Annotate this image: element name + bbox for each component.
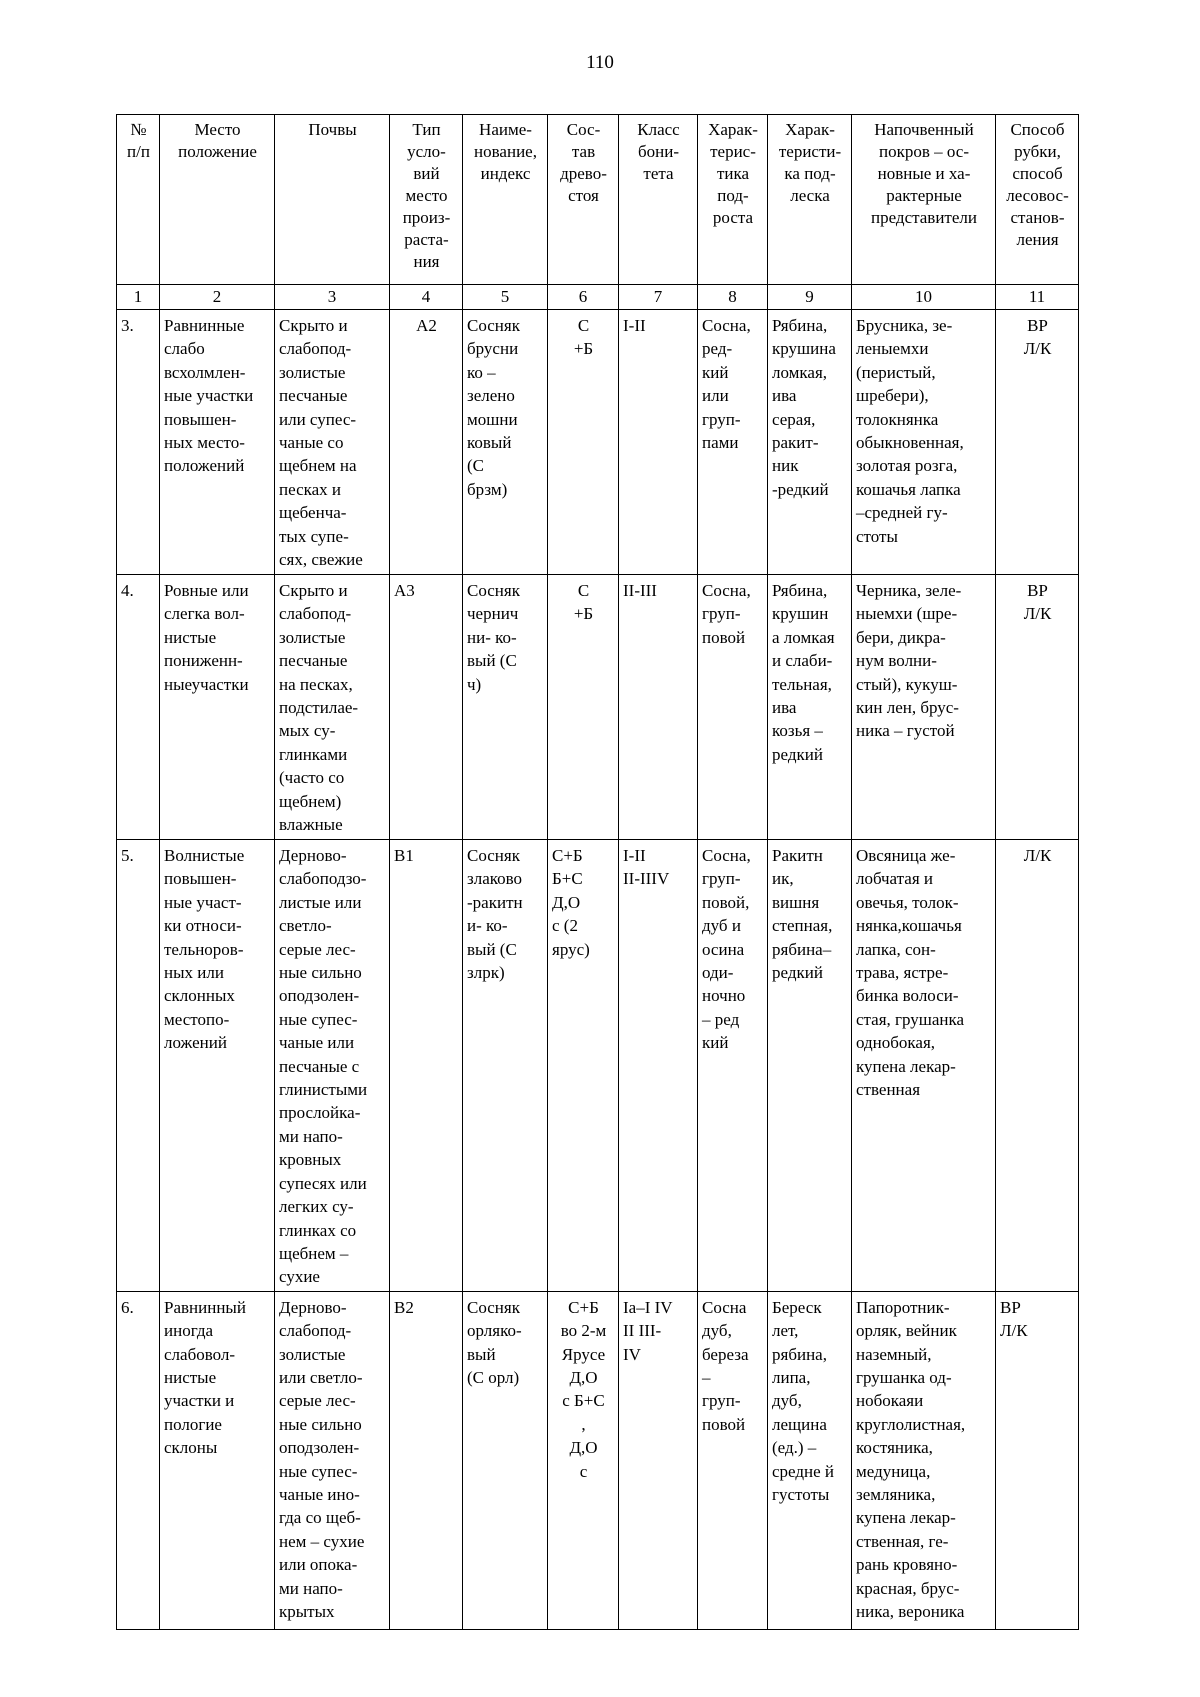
composition-cell: С +Б [548, 310, 619, 575]
location-cell: Равнинный иногда слабовол- нистые участки и пологие склоны [160, 1291, 275, 1629]
site-type-cell: В2 [390, 1291, 463, 1629]
table-row [117, 840, 1079, 1292]
column-number: 7 [619, 285, 698, 310]
soils-cell: Скрыто и слабопод- золистые песчаные или супес- чаные со щебнем на песках и щебенча- тых супе- сях, свежие [275, 310, 390, 575]
table-row [117, 310, 1079, 575]
row-number: 5. [117, 840, 160, 1292]
row-number: 6. [117, 1291, 160, 1629]
felling-method-cell: ВР Л/К [996, 575, 1079, 840]
header-undergrowth: Харак- терис- тика под- роста [698, 115, 768, 285]
column-number: 8 [698, 285, 768, 310]
felling-method-cell: ВР Л/К [996, 310, 1079, 575]
felling-method-cell: Л/К [996, 840, 1079, 1292]
underbrush-cell: Рябина, крушин а ломкая и слаби- тельная, ива козья – редкий [768, 575, 852, 840]
location-cell: Ровные или слегка вол- нистые пониженн- ныеучастки [160, 575, 275, 840]
header-number: № п/п [117, 115, 160, 285]
header-name-index: Наиме- нование, индекс [463, 115, 548, 285]
location-cell: Равнинные слабо всхолмлен- ные участки повышен- ных место- положений [160, 310, 275, 575]
column-number: 5 [463, 285, 548, 310]
header-ground-cover: Напочвенный покров – ос- новные и ха- рактерные представители [852, 115, 996, 285]
ground-cover-cell: Брусника, зе- леныемхи (перистый, шребери), толокнянка обыкновенная, золотая розга, кошачья лапка –средней гу- стоты [852, 310, 996, 575]
forest-types-table [116, 114, 1079, 1630]
soils-cell: Дерново- слабоподзо- листые или светло- серые лес- ные сильно оподзолен- ные супес- чаные или песчаные с глинистыми прослойка- ми напо- кровных супесях или легких су- глинках со щебнем – сухие [275, 840, 390, 1292]
header-bonitet: Класс бони- тета [619, 115, 698, 285]
column-number: 9 [768, 285, 852, 310]
column-number: 10 [852, 285, 996, 310]
undergrowth-cell: Сосна, груп- повой [698, 575, 768, 840]
name-index-cell: Сосняк орляко- вый (С орл) [463, 1291, 548, 1629]
column-number: 11 [996, 285, 1079, 310]
composition-cell: С+Б Б+С Д,О с (2 ярус) [548, 840, 619, 1292]
column-number: 1 [117, 285, 160, 310]
page-number: 110 [586, 52, 614, 73]
header-site-type: Тип усло- вий место произ- раста- ния [390, 115, 463, 285]
column-number: 3 [275, 285, 390, 310]
header-felling-method: Способ рубки, способ лесовос- станов- ления [996, 115, 1079, 285]
soils-cell: Скрыто и слабопод- золистые песчаные на песках, подстилае- мых су- глинками (часто со щебнем) влажные [275, 575, 390, 840]
underbrush-cell: Рябина, крушина ломкая, ива серая, ракит- ник -редкий [768, 310, 852, 575]
name-index-cell: Сосняк злаково -ракитн и- ко- вый (С злрк) [463, 840, 548, 1292]
header-underbrush: Харак- теристи- ка под- леска [768, 115, 852, 285]
bonitet-cell: I-II II-IIIV [619, 840, 698, 1292]
name-index-cell: Сосняк чернич ни- ко- вый (С ч) [463, 575, 548, 840]
row-number: 3. [117, 310, 160, 575]
header-composition: Сос- тав древо- стоя [548, 115, 619, 285]
undergrowth-cell: Сосна, ред- кий или груп- пами [698, 310, 768, 575]
composition-cell: С +Б [548, 575, 619, 840]
column-number: 4 [390, 285, 463, 310]
header-location: Место положение [160, 115, 275, 285]
site-type-cell: А3 [390, 575, 463, 840]
bonitet-cell: I-II [619, 310, 698, 575]
site-type-cell: В1 [390, 840, 463, 1292]
bonitet-cell: Ia–I IV II III- IV [619, 1291, 698, 1629]
row-number: 4. [117, 575, 160, 840]
underbrush-cell: Ракитн ик, вишня степная, рябина– редкий [768, 840, 852, 1292]
column-number: 6 [548, 285, 619, 310]
ground-cover-cell: Овсяница же- лобчатая и овечья, толок- нянка,кошачья лапка, сон- трава, ястре- бинка волоси- стая, грушанка однобокая, купена лекар- ственная [852, 840, 996, 1292]
felling-method-cell: ВР Л/К [996, 1291, 1079, 1629]
undergrowth-cell: Сосна, груп- повой, дуб и осина оди- ночно – ред кий [698, 840, 768, 1292]
header-soils: Почвы [275, 115, 390, 285]
ground-cover-cell: Папоротник- орляк, вейник наземный, грушанка од- нобокаяи круглолистная, костяника, медуница, земляника, купена лекар- ственная, ге- рань кровяно- красная, брус- ника, вероника [852, 1291, 996, 1629]
ground-cover-cell: Черника, зеле- ныемхи (шре- бери, дикра- нум волни- стый), кукуш- кин лен, брус- ника – густой [852, 575, 996, 840]
table-header [117, 115, 1079, 285]
soils-cell: Дерново- слабопод- золистые или светло- серые лес- ные сильно оподзолен- ные супес- чаные ино- гда со щеб- нем – сухие или опока- ми напо- крытых [275, 1291, 390, 1629]
site-type-cell: А2 [390, 310, 463, 575]
underbrush-cell: Береск лет, рябина, липа, дуб, лещина (ед.) – средне й густоты [768, 1291, 852, 1629]
table-row [117, 1291, 1079, 1629]
bonitet-cell: II-III [619, 575, 698, 840]
composition-cell: С+Б во 2-м Ярусе Д,О с Б+С , Д,О с [548, 1291, 619, 1629]
column-numbers-row [117, 285, 1079, 310]
name-index-cell: Сосняк брусни ко – зелено мошни ковый (С брзм) [463, 310, 548, 575]
undergrowth-cell: Сосна дуб, береза – груп- повой [698, 1291, 768, 1629]
location-cell: Волнистые повышен- ные участ- ки относи- тельноров- ных или склонных местопо- ложений [160, 840, 275, 1292]
table-row [117, 575, 1079, 840]
column-number: 2 [160, 285, 275, 310]
